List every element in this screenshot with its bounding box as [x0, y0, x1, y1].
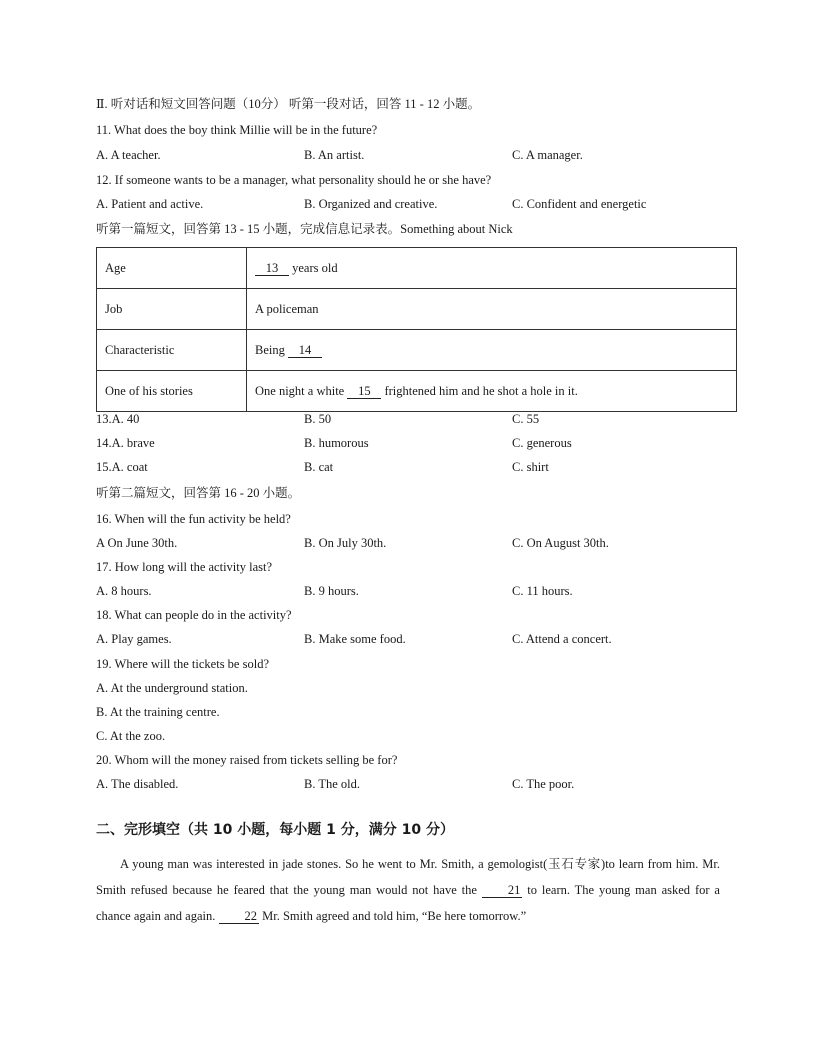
question-11-option-b: B. An artist. — [304, 148, 365, 162]
blank-22: 22 — [219, 909, 260, 924]
question-18-stem: 18. What can people do in the activity? — [96, 608, 292, 622]
table-value-characteristic — [247, 330, 737, 371]
question-17-stem: 17. How long will the activity last? — [96, 560, 273, 574]
question-20-option-a: A. The disabled. — [96, 777, 179, 791]
question-19-option-a: A. At the underground station. — [96, 681, 248, 695]
characteristic-prefix: Being — [255, 342, 288, 357]
question-19-option-c: C. At the zoo. — [96, 729, 166, 743]
table-key-characteristic: Characteristic — [97, 330, 247, 371]
cloze-text-2: to learn. The young man asked for a chance again and again. — [96, 883, 720, 923]
question-15-option-b: B. cat — [304, 460, 334, 474]
table-row — [97, 330, 737, 371]
table-value-story — [247, 371, 737, 412]
cloze-paragraph — [96, 851, 720, 929]
question-16-stem: 16. When will the fun activity be held? — [96, 512, 291, 526]
question-11-option-c: C. A manager. — [512, 148, 583, 162]
table-key-age: Age — [97, 248, 247, 289]
question-12-option-b: B. Organized and creative. — [304, 197, 438, 211]
question-16-option-c: C. On August 30th. — [512, 536, 609, 550]
story-prefix: One night a white — [255, 383, 348, 398]
question-11-option-a: A. A teacher. — [96, 148, 161, 162]
question-16-option-a: A On June 30th. — [96, 536, 178, 550]
question-13-option-c: C. 55 — [512, 412, 540, 426]
question-12-option-a: A. Patient and active. — [96, 197, 204, 211]
table-value-job: A policeman — [247, 289, 737, 330]
question-16-option-b: B. On July 30th. — [304, 536, 387, 550]
question-20-option-b: B. The old. — [304, 777, 361, 791]
question-17-option-b: B. 9 hours. — [304, 584, 359, 598]
question-12-stem: 12. If someone wants to be a manager, what personality should he or she have? — [96, 173, 492, 187]
question-20-option-c: C. The poor. — [512, 777, 575, 791]
question-13-option-b: B. 50 — [304, 412, 332, 426]
question-12-option-c: C. Confident and energetic — [512, 197, 647, 211]
question-17-option-a: A. 8 hours. — [96, 584, 152, 598]
table-row — [97, 248, 737, 289]
question-19-option-b: B. At the training centre. — [96, 705, 220, 719]
table-row — [97, 371, 737, 412]
blank-14: 14 — [288, 343, 322, 358]
question-14-option-a: 14.A. brave — [96, 436, 155, 450]
age-suffix: years old — [289, 260, 338, 275]
question-18-option-c: C. Attend a concert. — [512, 632, 612, 646]
blank-15: 15 — [347, 384, 381, 399]
question-15-option-c: C. shirt — [512, 460, 549, 474]
passage2-intro: 听第二篇短文，回答第 16 - 20 小题。 — [96, 486, 301, 500]
blank-13: 13 — [255, 261, 289, 276]
question-20-stem: 20. Whom will the money raised from tickets selling be for? — [96, 753, 398, 767]
table-value-age — [247, 248, 737, 289]
question-18-option-b: B. Make some food. — [304, 632, 406, 646]
table-row — [97, 289, 737, 330]
cloze-text-1: A young man was interested in jade stones. So he went to Mr. Smith, a gemologist(玉石专家)to learn from him. Mr. Smith refused because he feared that the young man would not have the — [96, 857, 720, 897]
question-19-stem: 19. Where will the tickets be sold? — [96, 657, 269, 671]
question-11-stem: 11. What does the boy think Millie will be in the future? — [96, 123, 378, 137]
question-14-option-c: C. generous — [512, 436, 572, 450]
cloze-section-heading: 二、完形填空（共 10 小题，每小题 1 分，满分 10 分） — [96, 822, 454, 838]
cloze-text-3: Mr. Smith agreed and told him, “Be here tomorrow.” — [259, 909, 527, 923]
blank-21: 21 — [482, 883, 523, 898]
question-18-option-a: A. Play games. — [96, 632, 172, 646]
story-suffix: frightened him and he shot a hole in it. — [381, 383, 578, 398]
table-key-job: Job — [97, 289, 247, 330]
info-record-table — [96, 247, 737, 412]
section2-header: Ⅱ. 听对话和短文回答问题（10分） 听第一段对话，回答 11 - 12 小题。 — [96, 97, 481, 111]
passage1-intro: 听第一篇短文，回答第 13 - 15 小题，完成信息记录表。Something about Nick — [96, 222, 513, 236]
question-15-option-a: 15.A. coat — [96, 460, 148, 474]
table-key-story: One of his stories — [97, 371, 247, 412]
question-13-option-a: 13.A. 40 — [96, 412, 140, 426]
question-14-option-b: B. humorous — [304, 436, 369, 450]
question-17-option-c: C. 11 hours. — [512, 584, 573, 598]
